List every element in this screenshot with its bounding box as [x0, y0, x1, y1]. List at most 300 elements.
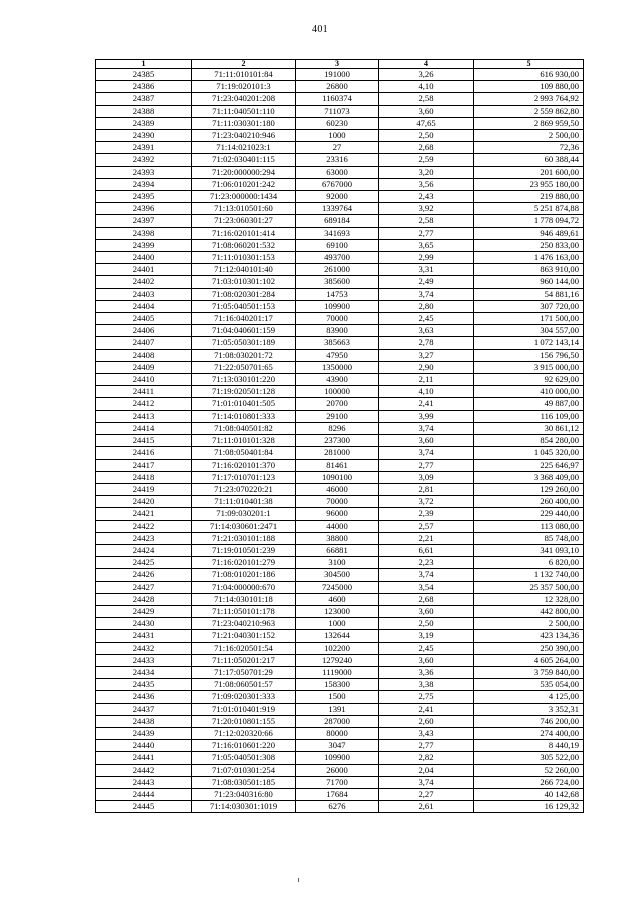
- rate-cell: 3,74: [379, 422, 474, 434]
- rate-cell: 2,77: [379, 459, 474, 471]
- row-number-cell: 24400: [96, 252, 192, 264]
- area-cell: 3100: [296, 557, 379, 569]
- area-cell: 304500: [296, 569, 379, 581]
- table-row: [96, 117, 584, 129]
- row-number-cell: 24394: [96, 178, 192, 190]
- value-cell: 129 260,00: [474, 483, 584, 495]
- value-cell: 266 724,00: [474, 776, 584, 788]
- row-number-cell: 24425: [96, 557, 192, 569]
- cadastral-number-cell: 71:05:040501:308: [192, 752, 296, 764]
- row-number-cell: 24435: [96, 679, 192, 691]
- area-cell: 29100: [296, 410, 379, 422]
- cadastral-number-cell: 71:13:010501:60: [192, 203, 296, 215]
- area-cell: 70000: [296, 313, 379, 325]
- table-row: [96, 154, 584, 166]
- rate-cell: 2,04: [379, 764, 474, 776]
- area-cell: 711073: [296, 105, 379, 117]
- area-cell: 70000: [296, 496, 379, 508]
- row-number-cell: 24429: [96, 605, 192, 617]
- area-cell: 281000: [296, 447, 379, 459]
- row-number-cell: 24398: [96, 227, 192, 239]
- table-row: [96, 459, 584, 471]
- value-cell: 535 054,00: [474, 679, 584, 691]
- cadastral-number-cell: 71:01:010401:505: [192, 398, 296, 410]
- table-row: [96, 252, 584, 264]
- area-cell: 261000: [296, 264, 379, 276]
- table-row: [96, 532, 584, 544]
- value-cell: 946 489,61: [474, 227, 584, 239]
- cadastral-number-cell: 71:16:040201:17: [192, 313, 296, 325]
- value-cell: 854 280,00: [474, 435, 584, 447]
- row-number-cell: 24436: [96, 691, 192, 703]
- rate-cell: 2,75: [379, 691, 474, 703]
- table-row: [96, 349, 584, 361]
- value-cell: 156 796,50: [474, 349, 584, 361]
- row-number-cell: 24437: [96, 703, 192, 715]
- rate-cell: 3,56: [379, 178, 474, 190]
- area-cell: 71700: [296, 776, 379, 788]
- cadastral-number-cell: 71:23:040210:946: [192, 130, 296, 142]
- row-number-cell: 24431: [96, 630, 192, 642]
- area-cell: 109900: [296, 300, 379, 312]
- row-number-cell: 24386: [96, 81, 192, 93]
- area-cell: 27: [296, 142, 379, 154]
- cadastral-number-cell: 71:23:000000:1434: [192, 191, 296, 203]
- value-cell: 12 328,00: [474, 593, 584, 605]
- row-number-cell: 24445: [96, 801, 192, 813]
- rate-cell: 3,26: [379, 69, 474, 81]
- header-cell-1: 1: [96, 60, 192, 69]
- area-cell: 493700: [296, 252, 379, 264]
- area-cell: 1391: [296, 703, 379, 715]
- table-row: [96, 727, 584, 739]
- table-row: [96, 435, 584, 447]
- rate-cell: 2,77: [379, 227, 474, 239]
- value-cell: 171 500,00: [474, 313, 584, 325]
- value-cell: 442 800,00: [474, 605, 584, 617]
- rate-cell: 3,31: [379, 264, 474, 276]
- cadastral-number-cell: 71:08:020301:284: [192, 288, 296, 300]
- rate-cell: 2,80: [379, 300, 474, 312]
- rate-cell: 2,68: [379, 593, 474, 605]
- row-number-cell: 24410: [96, 374, 192, 386]
- value-cell: 960 144,00: [474, 276, 584, 288]
- area-cell: 96000: [296, 508, 379, 520]
- value-cell: 23 955 180,00: [474, 178, 584, 190]
- rate-cell: 2,58: [379, 93, 474, 105]
- rate-cell: 2,82: [379, 752, 474, 764]
- cadastral-number-cell: 71:11:010101:84: [192, 69, 296, 81]
- row-number-cell: 24423: [96, 532, 192, 544]
- cadastral-number-cell: 71:06:010201:242: [192, 178, 296, 190]
- table-row: [96, 447, 584, 459]
- row-number-cell: 24387: [96, 93, 192, 105]
- registry-table: [95, 59, 584, 813]
- rate-cell: 3,99: [379, 410, 474, 422]
- table-row: [96, 374, 584, 386]
- value-cell: 116 109,00: [474, 410, 584, 422]
- rate-cell: 3,20: [379, 166, 474, 178]
- area-cell: 47950: [296, 349, 379, 361]
- area-cell: 26000: [296, 764, 379, 776]
- row-number-cell: 24428: [96, 593, 192, 605]
- row-number-cell: 24432: [96, 642, 192, 654]
- rate-cell: 4,10: [379, 81, 474, 93]
- value-cell: 3 759 840,00: [474, 666, 584, 678]
- rate-cell: 2,45: [379, 642, 474, 654]
- value-cell: 250 833,00: [474, 239, 584, 251]
- table-row: [96, 508, 584, 520]
- area-cell: 26800: [296, 81, 379, 93]
- area-cell: 63000: [296, 166, 379, 178]
- rate-cell: 2,41: [379, 703, 474, 715]
- cadastral-number-cell: 71:19:020101:3: [192, 81, 296, 93]
- value-cell: 307 720,00: [474, 300, 584, 312]
- area-cell: 83900: [296, 325, 379, 337]
- table-row: [96, 776, 584, 788]
- cadastral-number-cell: 71:11:010401:38: [192, 496, 296, 508]
- cadastral-number-cell: 71:23:060301:27: [192, 215, 296, 227]
- row-number-cell: 24407: [96, 337, 192, 349]
- value-cell: 2 559 862,80: [474, 105, 584, 117]
- area-cell: 1160374: [296, 93, 379, 105]
- rate-cell: 3,19: [379, 630, 474, 642]
- value-cell: 2 500,00: [474, 618, 584, 630]
- rate-cell: 3,54: [379, 581, 474, 593]
- header-cell-2: 2: [192, 60, 296, 69]
- cadastral-number-cell: 71:11:050101:178: [192, 605, 296, 617]
- area-cell: 60230: [296, 117, 379, 129]
- row-number-cell: 24385: [96, 69, 192, 81]
- cadastral-number-cell: 71:08:050401:84: [192, 447, 296, 459]
- rate-cell: 3,72: [379, 496, 474, 508]
- rate-cell: 2,68: [379, 142, 474, 154]
- rate-cell: 2,60: [379, 715, 474, 727]
- row-number-cell: 24409: [96, 361, 192, 373]
- row-number-cell: 24441: [96, 752, 192, 764]
- table-row: [96, 630, 584, 642]
- rate-cell: 4,10: [379, 386, 474, 398]
- table-row: [96, 679, 584, 691]
- value-cell: 260 400,00: [474, 496, 584, 508]
- value-cell: 250 390,00: [474, 642, 584, 654]
- rate-cell: 3,74: [379, 776, 474, 788]
- page-number: 401: [312, 24, 328, 35]
- area-cell: 158300: [296, 679, 379, 691]
- value-cell: 25 357 500,00: [474, 581, 584, 593]
- cadastral-number-cell: 71:03:010301:102: [192, 276, 296, 288]
- table-row: [96, 569, 584, 581]
- area-cell: 341693: [296, 227, 379, 239]
- value-cell: 616 930,00: [474, 69, 584, 81]
- cadastral-number-cell: 71:04:000000:670: [192, 581, 296, 593]
- table-row: [96, 313, 584, 325]
- cadastral-number-cell: 71:07:010301:254: [192, 764, 296, 776]
- table-row: [96, 703, 584, 715]
- row-number-cell: 24440: [96, 740, 192, 752]
- value-cell: 863 910,00: [474, 264, 584, 276]
- cadastral-number-cell: 71:11:040501:110: [192, 105, 296, 117]
- area-cell: 100000: [296, 386, 379, 398]
- table-row: [96, 386, 584, 398]
- table-row: [96, 337, 584, 349]
- cadastral-number-cell: 71:17:010701:123: [192, 471, 296, 483]
- area-cell: 287000: [296, 715, 379, 727]
- table-row: [96, 666, 584, 678]
- table-row: [96, 203, 584, 215]
- area-cell: 1500: [296, 691, 379, 703]
- header-cell-4: 4: [379, 60, 474, 69]
- row-number-cell: 24412: [96, 398, 192, 410]
- cadastral-number-cell: 71:21:030101:188: [192, 532, 296, 544]
- rate-cell: 3,43: [379, 727, 474, 739]
- table-row: [96, 300, 584, 312]
- value-cell: 3 368 409,00: [474, 471, 584, 483]
- table-row: [96, 276, 584, 288]
- value-cell: 92 629,00: [474, 374, 584, 386]
- value-cell: 113 080,00: [474, 520, 584, 532]
- rate-cell: 3,09: [379, 471, 474, 483]
- area-cell: 4600: [296, 593, 379, 605]
- area-cell: 109900: [296, 752, 379, 764]
- area-cell: 237300: [296, 435, 379, 447]
- cadastral-number-cell: 71:01:010401:919: [192, 703, 296, 715]
- row-number-cell: 24405: [96, 313, 192, 325]
- value-cell: 341 093,10: [474, 544, 584, 556]
- table-row: [96, 361, 584, 373]
- table-row: [96, 764, 584, 776]
- table-row: [96, 581, 584, 593]
- value-cell: 1 072 143,14: [474, 337, 584, 349]
- value-cell: 219 880,00: [474, 191, 584, 203]
- value-cell: 2 869 959,50: [474, 117, 584, 129]
- rate-cell: 2,49: [379, 276, 474, 288]
- rate-cell: 3,74: [379, 447, 474, 459]
- rate-cell: 3,74: [379, 569, 474, 581]
- row-number-cell: 24422: [96, 520, 192, 532]
- cadastral-number-cell: 71:09:030201:1: [192, 508, 296, 520]
- cadastral-number-cell: 71:21:040301:152: [192, 630, 296, 642]
- table-row: [96, 654, 584, 666]
- row-number-cell: 24420: [96, 496, 192, 508]
- rate-cell: 3,38: [379, 679, 474, 691]
- table-row: [96, 215, 584, 227]
- table-row: [96, 715, 584, 727]
- value-cell: 3 352,31: [474, 703, 584, 715]
- rate-cell: 47,65: [379, 117, 474, 129]
- table-row: [96, 471, 584, 483]
- value-cell: 1 045 320,00: [474, 447, 584, 459]
- value-cell: 8 440,19: [474, 740, 584, 752]
- rate-cell: 2,45: [379, 313, 474, 325]
- table-row: [96, 130, 584, 142]
- value-cell: 49 887,00: [474, 398, 584, 410]
- row-number-cell: 24408: [96, 349, 192, 361]
- value-cell: 201 600,00: [474, 166, 584, 178]
- cadastral-number-cell: 71:08:030501:185: [192, 776, 296, 788]
- area-cell: 1279240: [296, 654, 379, 666]
- table-row: [96, 618, 584, 630]
- rate-cell: 2,77: [379, 740, 474, 752]
- cadastral-number-cell: 71:09:020301:333: [192, 691, 296, 703]
- cadastral-number-cell: 71:04:040601:159: [192, 325, 296, 337]
- area-cell: 1090100: [296, 471, 379, 483]
- value-cell: 3 915 000,00: [474, 361, 584, 373]
- row-number-cell: 24406: [96, 325, 192, 337]
- cadastral-number-cell: 71:23:070220:21: [192, 483, 296, 495]
- table-row: [96, 740, 584, 752]
- area-cell: 1000: [296, 130, 379, 142]
- cadastral-number-cell: 71:16:020101:414: [192, 227, 296, 239]
- cadastral-number-cell: 71:16:020101:279: [192, 557, 296, 569]
- rate-cell: 3,74: [379, 288, 474, 300]
- rate-cell: 3,65: [379, 239, 474, 251]
- value-cell: 746 200,00: [474, 715, 584, 727]
- row-number-cell: 24433: [96, 654, 192, 666]
- cadastral-number-cell: 71:08:010201:186: [192, 569, 296, 581]
- cadastral-number-cell: 71:13:030101:220: [192, 374, 296, 386]
- value-cell: 52 260,00: [474, 764, 584, 776]
- value-cell: 1 132 740,00: [474, 569, 584, 581]
- cadastral-number-cell: 71:20:000000:294: [192, 166, 296, 178]
- value-cell: 4 605 264,00: [474, 654, 584, 666]
- row-number-cell: 24404: [96, 300, 192, 312]
- table-row: [96, 691, 584, 703]
- value-cell: 423 134,36: [474, 630, 584, 642]
- area-cell: 14753: [296, 288, 379, 300]
- value-cell: 2 993 764,92: [474, 93, 584, 105]
- table-row: [96, 605, 584, 617]
- rate-cell: 2,57: [379, 520, 474, 532]
- table-row: [96, 788, 584, 800]
- table-row: [96, 105, 584, 117]
- table-row: [96, 178, 584, 190]
- value-cell: 2 500,00: [474, 130, 584, 142]
- cadastral-number-cell: 71:02:030401:115: [192, 154, 296, 166]
- rate-cell: 2,23: [379, 557, 474, 569]
- scan-mark: [298, 878, 299, 882]
- table-row: [96, 93, 584, 105]
- table-row: [96, 69, 584, 81]
- row-number-cell: 24419: [96, 483, 192, 495]
- value-cell: 1 778 094,72: [474, 215, 584, 227]
- table-row: [96, 81, 584, 93]
- value-cell: 1 476 163,00: [474, 252, 584, 264]
- row-number-cell: 24396: [96, 203, 192, 215]
- table-row: [96, 227, 584, 239]
- cadastral-number-cell: 71:14:030101:18: [192, 593, 296, 605]
- value-cell: 229 440,00: [474, 508, 584, 520]
- row-number-cell: 24415: [96, 435, 192, 447]
- cadastral-number-cell: 71:20:010801:155: [192, 715, 296, 727]
- header-cell-3: 3: [296, 60, 379, 69]
- table-row: [96, 325, 584, 337]
- table-row: [96, 239, 584, 251]
- rate-cell: 2,11: [379, 374, 474, 386]
- row-number-cell: 24434: [96, 666, 192, 678]
- row-number-cell: 24391: [96, 142, 192, 154]
- cadastral-number-cell: 71:23:040210:963: [192, 618, 296, 630]
- table-row: [96, 544, 584, 556]
- rate-cell: 3,60: [379, 654, 474, 666]
- rate-cell: 2,90: [379, 361, 474, 373]
- area-cell: 191000: [296, 69, 379, 81]
- table-row: [96, 593, 584, 605]
- row-number-cell: 24442: [96, 764, 192, 776]
- rate-cell: 2,27: [379, 788, 474, 800]
- cadastral-number-cell: 71:23:040201:208: [192, 93, 296, 105]
- value-cell: 60 388,44: [474, 154, 584, 166]
- rate-cell: 2,39: [379, 508, 474, 520]
- rate-cell: 2,50: [379, 618, 474, 630]
- table-row: [96, 520, 584, 532]
- area-cell: 1350000: [296, 361, 379, 373]
- table-row: [96, 191, 584, 203]
- value-cell: 109 880,00: [474, 81, 584, 93]
- cadastral-number-cell: 71:12:020320:66: [192, 727, 296, 739]
- rate-cell: 2,43: [379, 191, 474, 203]
- cadastral-number-cell: 71:11:010301:153: [192, 252, 296, 264]
- cadastral-number-cell: 71:05:050301:189: [192, 337, 296, 349]
- area-cell: 8296: [296, 422, 379, 434]
- row-number-cell: 24439: [96, 727, 192, 739]
- row-number-cell: 24417: [96, 459, 192, 471]
- rate-cell: 3,60: [379, 105, 474, 117]
- value-cell: 16 129,32: [474, 801, 584, 813]
- row-number-cell: 24427: [96, 581, 192, 593]
- row-number-cell: 24399: [96, 239, 192, 251]
- row-number-cell: 24413: [96, 410, 192, 422]
- area-cell: 44000: [296, 520, 379, 532]
- row-number-cell: 24424: [96, 544, 192, 556]
- cadastral-number-cell: 71:19:010501:239: [192, 544, 296, 556]
- cadastral-number-cell: 71:11:030301:180: [192, 117, 296, 129]
- cadastral-number-cell: 71:14:021023:1: [192, 142, 296, 154]
- area-cell: 1000: [296, 618, 379, 630]
- rate-cell: 2,59: [379, 154, 474, 166]
- cadastral-number-cell: 71:14:030601:2471: [192, 520, 296, 532]
- row-number-cell: 24390: [96, 130, 192, 142]
- rate-cell: 2,58: [379, 215, 474, 227]
- row-number-cell: 24421: [96, 508, 192, 520]
- rate-cell: 2,61: [379, 801, 474, 813]
- table-row: [96, 264, 584, 276]
- table-row: [96, 422, 584, 434]
- value-cell: 54 881,16: [474, 288, 584, 300]
- cadastral-number-cell: 71:11:010101:328: [192, 435, 296, 447]
- table-row: [96, 410, 584, 422]
- value-cell: 225 646,97: [474, 459, 584, 471]
- table-row: [96, 642, 584, 654]
- cadastral-number-cell: 71:22:050701:65: [192, 361, 296, 373]
- row-number-cell: 24395: [96, 191, 192, 203]
- row-number-cell: 24438: [96, 715, 192, 727]
- row-number-cell: 24416: [96, 447, 192, 459]
- rate-cell: 2,99: [379, 252, 474, 264]
- cadastral-number-cell: 71:16:020501:54: [192, 642, 296, 654]
- value-cell: 6 820,00: [474, 557, 584, 569]
- area-cell: 385600: [296, 276, 379, 288]
- area-cell: 17684: [296, 788, 379, 800]
- row-number-cell: 24443: [96, 776, 192, 788]
- value-cell: 274 400,00: [474, 727, 584, 739]
- value-cell: 304 557,00: [474, 325, 584, 337]
- cadastral-number-cell: 71:17:050701:29: [192, 666, 296, 678]
- table-row: [96, 483, 584, 495]
- row-number-cell: 24388: [96, 105, 192, 117]
- area-cell: 1119000: [296, 666, 379, 678]
- area-cell: 38800: [296, 532, 379, 544]
